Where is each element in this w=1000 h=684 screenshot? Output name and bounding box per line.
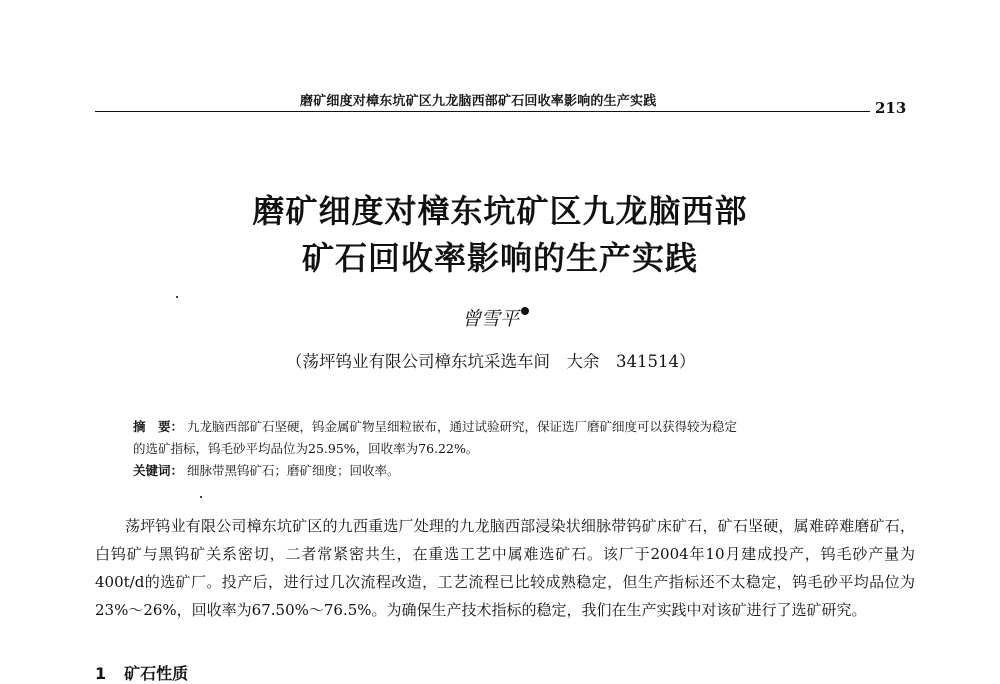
body-paragraph: 荡坪钨业有限公司樟东坑矿区的九西重选厂处理的九龙脑西部浸染状细脉带钨矿床矿石，矿石坚硬，属难碎难磨矿石，白钨矿与黑钨矿关系密切，二者常紧密共生，在重选工艺中属难选矿石。该厂于2004年10月建成投产，钨毛砂产量为400t/d的选矿厂。投产后，进行过几次流程改造，工艺流程已比较成熟稳定，但生产指标还不太稳定，钨毛砂平均品位为23%～26%，回收率为67.50%～76.5%。为确保生产技术指标的稳定，我们在生产实践中对该矿进行了选矿研究。 xyxy=(95,517,915,619)
body-text xyxy=(95,512,915,624)
article-title-line1: 磨矿细度对樟东坑矿区九龙脑西部 xyxy=(252,192,748,230)
abstract-line2: 的选矿指标，钨毛砂平均品位为25.95%，回收率为76.22%。 xyxy=(133,441,479,456)
section-number: 1 xyxy=(95,664,107,683)
section-heading xyxy=(95,661,188,684)
keywords-label: 关键词： xyxy=(133,463,184,478)
affiliation: （荡坪钨业有限公司樟东坑采选车间 大余 341514） xyxy=(286,352,696,371)
author-footnote-marker xyxy=(521,307,529,315)
abstract-text-line1: 九龙脑西部矿石坚硬，钨金属矿物呈细粒嵌布，通过试验研究，保证选厂磨矿细度可以获得较为稳定 xyxy=(187,419,738,434)
abstract-label: 摘 要： xyxy=(133,419,184,434)
author-name: 曾雪平 xyxy=(462,308,520,330)
page-number: 213 xyxy=(875,99,907,117)
running-head-title: 磨矿细度对樟东坑矿区九龙脑西部矿石回收率影响的生产实践 xyxy=(300,94,657,109)
header-rule xyxy=(95,111,870,112)
scan-speck xyxy=(200,496,202,498)
section-title: 矿石性质 xyxy=(124,664,189,683)
author xyxy=(462,304,529,331)
article-title-line2: 矿石回收率影响的生产实践 xyxy=(301,239,698,277)
abstract-block xyxy=(133,416,893,482)
keywords-line xyxy=(133,460,893,482)
abstract-line1 xyxy=(133,416,893,438)
keywords-text: 细脉带黑钨矿石；磨矿细度；回收率。 xyxy=(187,463,400,478)
scan-speck xyxy=(176,296,178,298)
